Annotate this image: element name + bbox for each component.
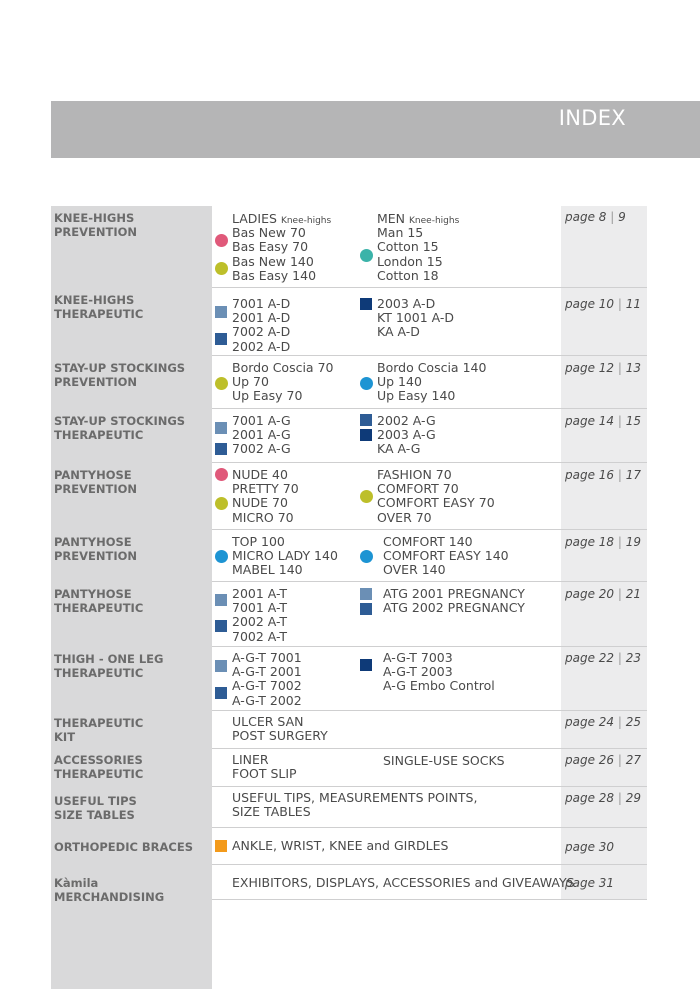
- product-list: [383, 754, 505, 768]
- index-row-knee-highs-prevention: [51, 206, 647, 288]
- list-item: ANKLE, WRIST, KNEE and GIRDLES: [232, 838, 449, 853]
- page-reference: page 18 | 19: [565, 535, 642, 549]
- category-line: ACCESSORIES: [54, 753, 143, 767]
- light-blue-square-icon: [215, 306, 227, 318]
- list-item: Cotton 18: [377, 267, 439, 283]
- list-item: NUDE 70: [232, 495, 288, 511]
- category-line: THERAPEUTIC: [54, 666, 144, 680]
- page-reference: page 26 | 27: [565, 753, 642, 767]
- list-item: 7002 A-D: [232, 324, 291, 340]
- product-list: [232, 715, 328, 743]
- row-category: [54, 468, 210, 496]
- list-item: SIZE TABLES: [232, 804, 311, 820]
- pink-dot-icon: [215, 234, 228, 247]
- product-list: [232, 468, 299, 525]
- blue-square-icon: [360, 414, 372, 426]
- category-line: THERAPEUTIC: [54, 601, 144, 615]
- list-item: COMFORT EASY 140: [383, 548, 509, 564]
- product-list: [232, 876, 575, 890]
- product-list: [232, 297, 290, 354]
- product-list: [232, 839, 448, 853]
- page-reference: page 24 | 25: [565, 715, 642, 729]
- list-item: 2003 A-D: [377, 296, 436, 311]
- category-line: PANTYHOSE: [54, 535, 132, 549]
- blue-square-icon: [215, 687, 227, 699]
- row-category: [54, 876, 210, 904]
- index-row-pantyhose-prevention: [51, 463, 647, 530]
- list-item: EXHIBITORS, DISPLAYS, ACCESSORIES and GIVEAWAYS: [232, 875, 575, 890]
- row-category: [54, 361, 210, 389]
- page-reference: page 10 | 11: [565, 297, 642, 311]
- list-item: 2002 A-G: [377, 413, 436, 428]
- list-item: FASHION 70: [377, 467, 452, 482]
- light-blue-square-icon: [215, 594, 227, 606]
- product-list: [232, 414, 291, 457]
- list-item: A-G-T 2001: [232, 664, 302, 680]
- category-line: PREVENTION: [54, 225, 138, 239]
- category-line: ORTHOPEDIC BRACES: [54, 840, 194, 854]
- product-list: [232, 651, 302, 708]
- category-line: KIT: [54, 730, 76, 744]
- list-item: A-G-T 7002: [232, 678, 302, 694]
- page-reference: page 14 | 15: [565, 414, 642, 428]
- product-list: [232, 361, 333, 404]
- page-reference: page 20 | 21: [565, 587, 642, 601]
- index-row-stay-up-prevention: [51, 356, 647, 409]
- dark-blue-square-icon: [360, 298, 372, 310]
- list-item: Bas Easy 140: [232, 267, 317, 283]
- row-category: [54, 652, 210, 680]
- list-item: Man 15: [377, 225, 424, 241]
- category-line: Kàmila MERCHANDISING: [54, 876, 165, 904]
- list-item: Bas New 70: [232, 225, 306, 241]
- light-blue-square-icon: [215, 422, 227, 434]
- list-item: POST SURGERY: [232, 728, 328, 744]
- list-item: FOOT SLIP: [232, 766, 297, 782]
- list-item: Up 70: [232, 374, 269, 390]
- category-line: SIZE TABLES: [54, 808, 135, 822]
- product-list: [377, 414, 436, 457]
- dark-blue-square-icon: [360, 659, 372, 671]
- blue-dot-icon: [215, 550, 228, 563]
- index-row-merchandising: [51, 865, 647, 904]
- category-line: STAY-UP STOCKINGS: [54, 414, 186, 428]
- category-line: PREVENTION: [54, 375, 138, 389]
- page-reference: page 31: [565, 876, 615, 890]
- index-row-pantyhose-prevention-2: [51, 530, 647, 582]
- list-item: KT 1001 A-D: [377, 310, 455, 326]
- product-list: [232, 753, 297, 781]
- olive-dot-icon: [360, 490, 373, 503]
- blue-dot-icon: [360, 550, 373, 563]
- list-item: 7001 A-D: [232, 296, 291, 311]
- page-reference: page 28 | 29: [565, 791, 642, 805]
- blue-square-icon: [215, 443, 227, 455]
- category-line: KNEE-HIGHS: [54, 211, 135, 225]
- product-list: [383, 587, 525, 615]
- category-line: STAY-UP STOCKINGS: [54, 361, 186, 375]
- list-item: COMFORT EASY 70: [377, 495, 495, 511]
- category-line: PANTYHOSE: [54, 468, 132, 482]
- list-item: KA A-D: [377, 324, 420, 340]
- list-item: TOP 100: [232, 534, 285, 549]
- row-category: [54, 535, 210, 563]
- list-item: A-G-T 2002: [232, 692, 302, 708]
- pink-dot-icon: [215, 468, 228, 481]
- list-item: 2001 A-D: [232, 310, 291, 326]
- row-category: [54, 840, 210, 854]
- list-item: COMFORT 70: [377, 481, 459, 497]
- page-reference: page 8 | 9: [565, 210, 626, 224]
- row-category: [54, 587, 210, 615]
- page-reference: page 22 | 23: [565, 651, 642, 665]
- olive-dot-icon: [215, 497, 228, 510]
- list-item: Up Easy 140: [377, 388, 456, 404]
- category-line: PREVENTION: [54, 482, 138, 496]
- index-row-orthopedic-braces: [51, 828, 647, 865]
- list-item: Bas New 140: [232, 253, 314, 269]
- list-item: OVER 70: [377, 509, 432, 525]
- page-reference: page 12 | 13: [565, 361, 642, 375]
- olive-dot-icon: [215, 377, 228, 390]
- page-reference: page 16 | 17: [565, 468, 642, 482]
- row-category: [54, 794, 210, 822]
- category-line: THIGH - ONE LEG: [54, 652, 164, 666]
- category-line: KNEE-HIGHS: [54, 293, 135, 307]
- list-item: 2002 A-T: [232, 614, 288, 630]
- index-banner: [51, 101, 700, 158]
- index-row-stay-up-therapeutic: [51, 409, 647, 463]
- list-item: A-G-T 7003: [383, 650, 453, 665]
- row-category: [54, 293, 210, 321]
- list-item: USEFUL TIPS, MEASUREMENTS POINTS,: [232, 790, 478, 805]
- list-item: London 15: [377, 253, 443, 269]
- list-item: Up Easy 70: [232, 388, 303, 404]
- blue-square-icon: [215, 620, 227, 632]
- blue-square-icon: [360, 603, 372, 615]
- blue-square-icon: [215, 333, 227, 345]
- category-line: PANTYHOSE: [54, 587, 132, 601]
- list-item: OVER 140: [383, 562, 446, 578]
- list-item: 2001 A-G: [232, 427, 291, 443]
- list-item: ATG 2002 PREGNANCY: [383, 600, 525, 616]
- list-item: KA A-G: [377, 441, 421, 457]
- category-line: THERAPEUTIC: [54, 716, 144, 730]
- row-divider: [212, 899, 647, 900]
- product-list: [383, 651, 495, 694]
- orange-square-icon: [215, 840, 227, 852]
- index-row-pantyhose-therapeutic: [51, 582, 647, 647]
- men-list: [377, 212, 459, 283]
- product-list: [377, 468, 495, 525]
- list-item: 2003 A-G: [377, 427, 436, 443]
- index-row-useful-tips: [51, 787, 647, 828]
- list-item: LINER: [232, 752, 269, 767]
- category-line: THERAPEUTIC: [54, 767, 144, 781]
- list-item: Bordo Coscia 70: [232, 360, 334, 375]
- product-list: [377, 297, 454, 340]
- category-line: THERAPEUTIC: [54, 428, 144, 442]
- row-category: [54, 716, 210, 744]
- list-item: Cotton 15: [377, 239, 439, 255]
- list-item: MICRO LADY 140: [232, 548, 338, 564]
- product-list: [377, 361, 486, 404]
- list-item: PRETTY 70: [232, 481, 299, 497]
- light-blue-square-icon: [360, 588, 372, 600]
- list-item: Bas Easy 70: [232, 239, 309, 255]
- teal-dot-icon: [360, 249, 373, 262]
- product-list: [383, 535, 509, 578]
- list-item: ULCER SAN: [232, 714, 304, 729]
- list-item: ATG 2001 PREGNANCY: [383, 586, 525, 601]
- index-row-accessories: [51, 749, 647, 787]
- index-row-thigh-one-leg: [51, 647, 647, 711]
- page-reference: page 30: [565, 840, 615, 854]
- list-item: SINGLE-USE SOCKS: [383, 753, 505, 768]
- list-item: 7001 A-G: [232, 413, 291, 428]
- list-item: MABEL 140: [232, 562, 303, 578]
- category-line: USEFUL TIPS: [54, 794, 137, 808]
- list-item: 7002 A-T: [232, 628, 288, 644]
- row-category: [54, 211, 210, 239]
- olive-dot-icon: [215, 262, 228, 275]
- list-item: MICRO 70: [232, 509, 294, 525]
- category-line: THERAPEUTIC: [54, 307, 144, 321]
- list-item: COMFORT 140: [383, 534, 473, 549]
- list-item: A-G Embo Control: [383, 678, 495, 694]
- list-item: 2002 A-D: [232, 338, 291, 354]
- page-title: INDEX: [558, 106, 626, 130]
- list-item: A-G-T 2003: [383, 664, 453, 680]
- dark-blue-square-icon: [360, 429, 372, 441]
- blue-dot-icon: [360, 377, 373, 390]
- ladies-list: [232, 212, 331, 283]
- list-item: Up 140: [377, 374, 422, 390]
- category-line: PREVENTION: [54, 549, 138, 563]
- list-item: A-G-T 7001: [232, 650, 302, 665]
- row-category: [54, 753, 210, 781]
- product-list: [232, 791, 477, 819]
- index-row-knee-highs-therapeutic: [51, 288, 647, 356]
- men-heading: MEN Knee-highs: [377, 211, 460, 226]
- product-list: [232, 587, 287, 644]
- list-item: NUDE 40: [232, 467, 288, 482]
- index-row-therapeutic-kit: [51, 711, 647, 749]
- product-list: [232, 535, 338, 578]
- list-item: Bordo Coscia 140: [377, 360, 487, 375]
- list-item: 7002 A-G: [232, 441, 291, 457]
- light-blue-square-icon: [215, 660, 227, 672]
- ladies-heading: LADIES Knee-highs: [232, 211, 332, 226]
- list-item: 7001 A-T: [232, 600, 288, 616]
- row-category: [54, 414, 210, 442]
- list-item: 2001 A-T: [232, 586, 288, 601]
